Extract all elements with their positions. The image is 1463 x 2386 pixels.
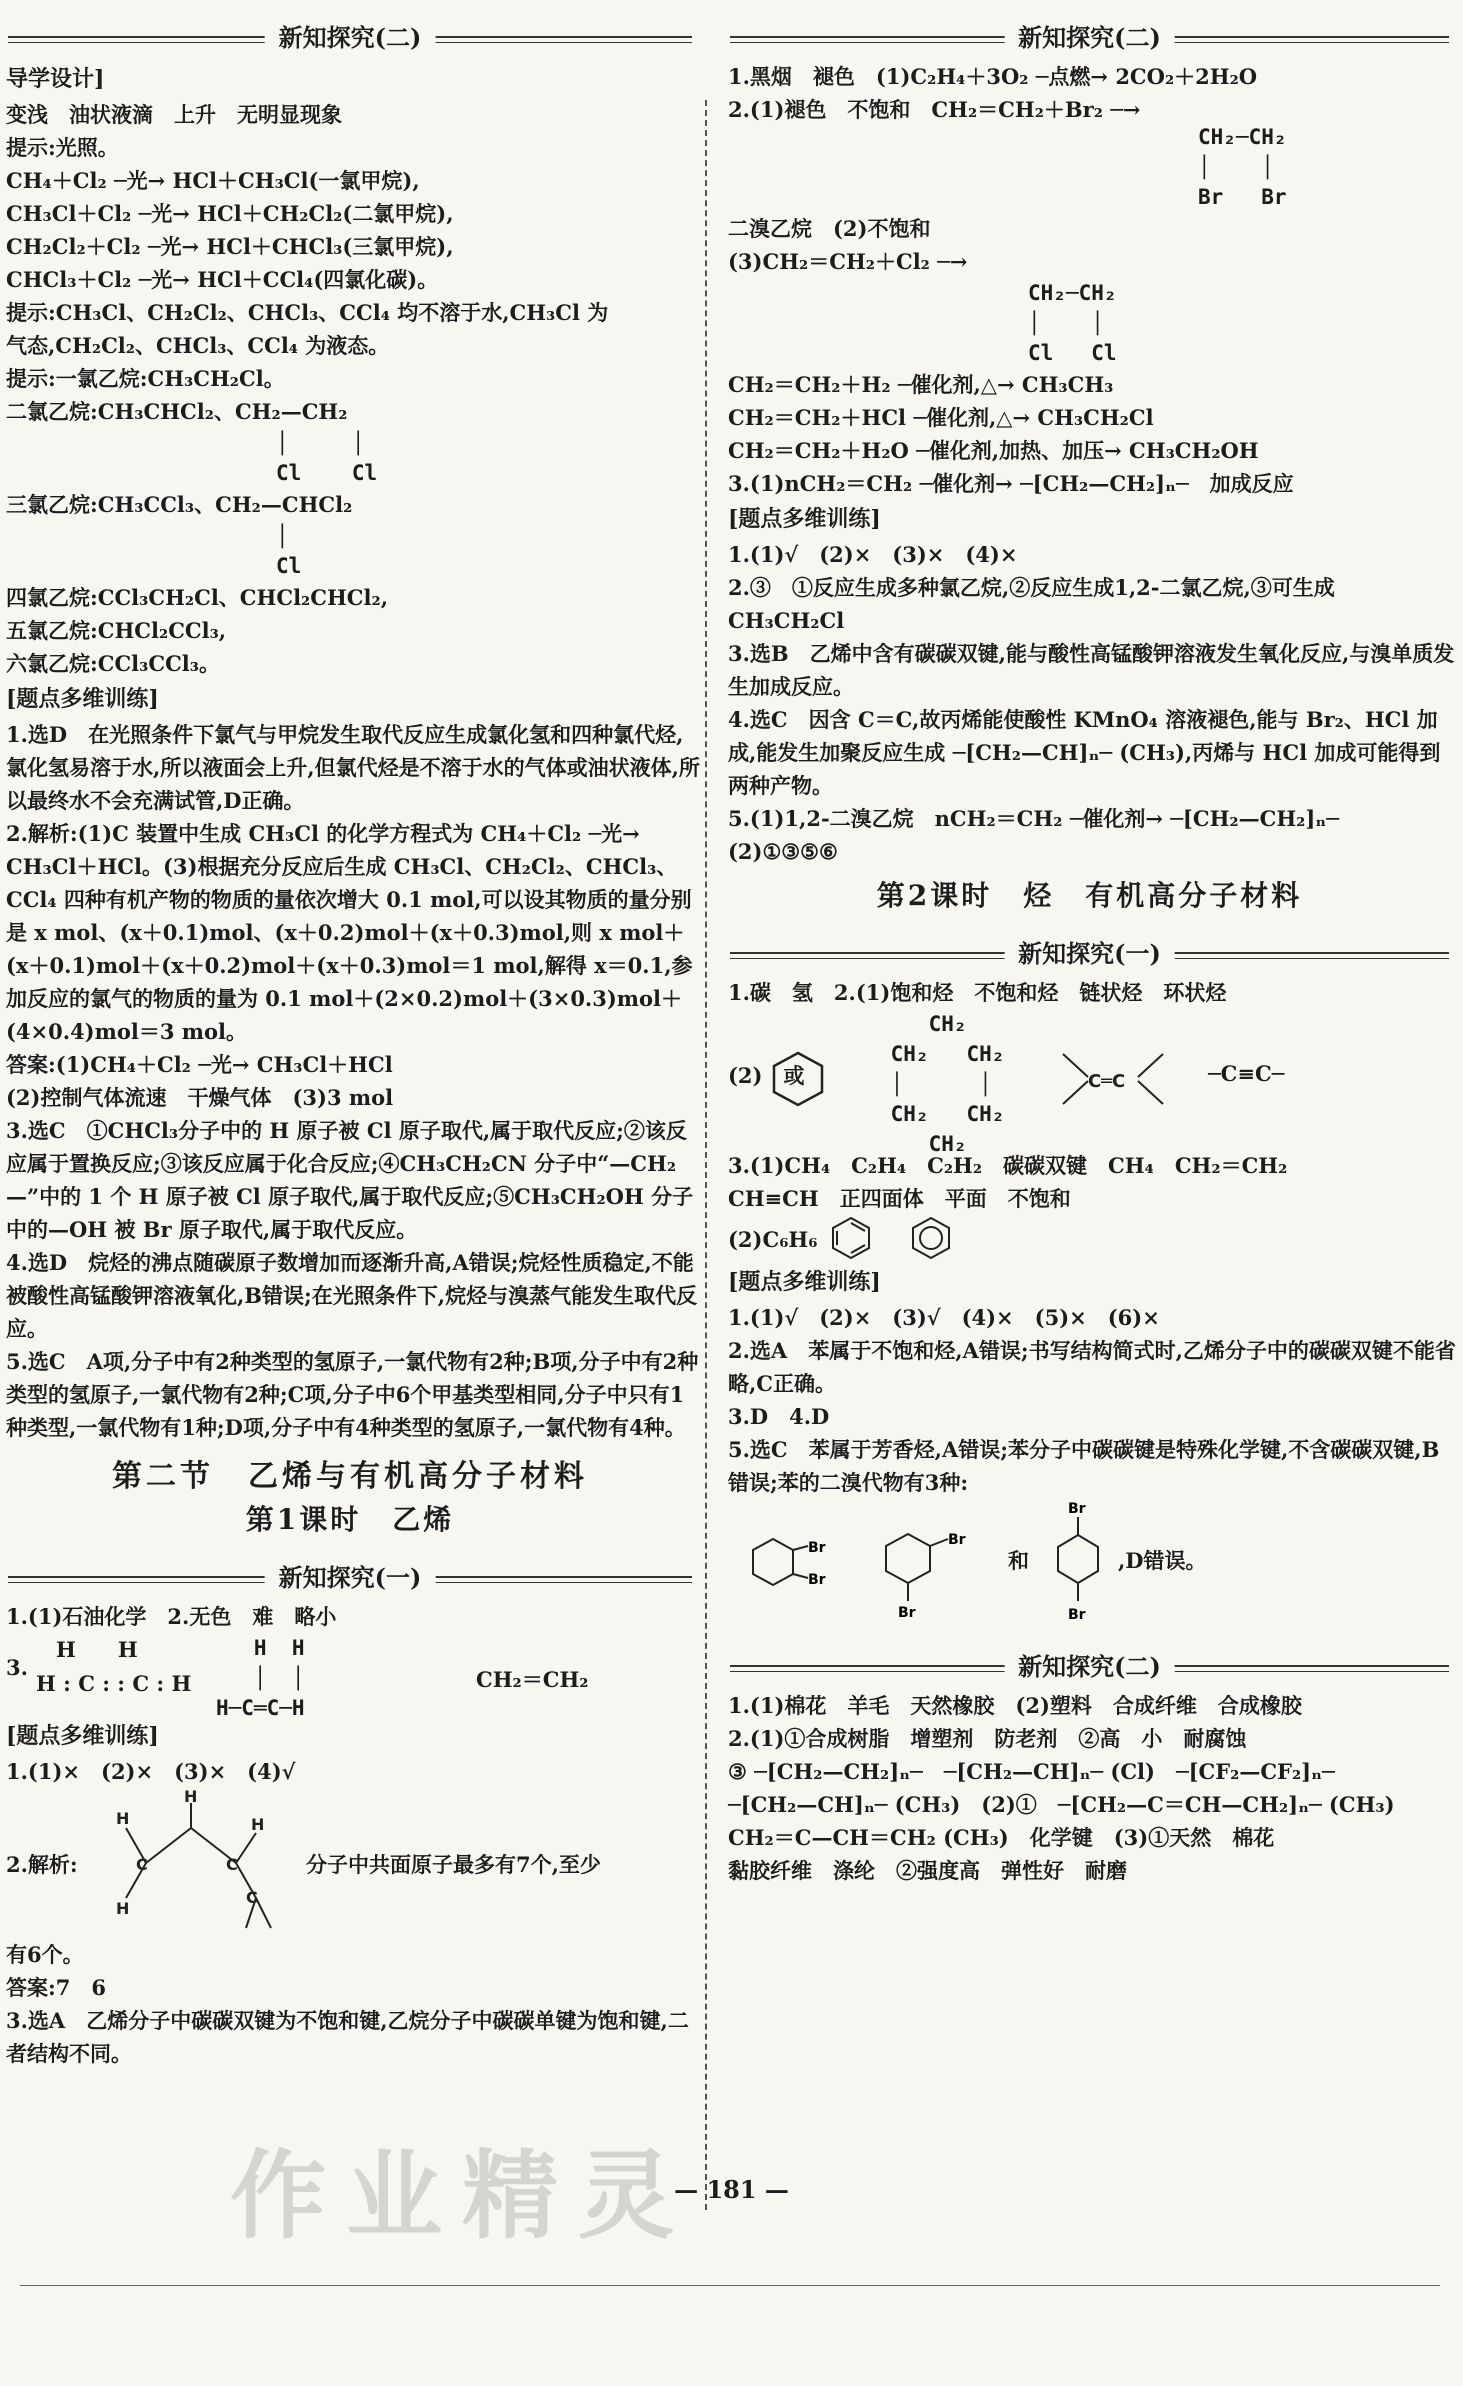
simplified-formula: CH₂＝CH₂ [476, 1667, 589, 1692]
text-para: 1.(1)棉花 羊毛 天然橡胶 (2)塑料 合成纤维 合成橡胶 [728, 1693, 1302, 1718]
question-label: 2.解析: [6, 1852, 78, 1877]
text-line: 1.(1)石油化学 2.无色 难 略小 [6, 1604, 337, 1629]
svg-text:H: H [116, 1809, 130, 1828]
answer-block [722, 60, 1457, 500]
section-header [722, 16, 1457, 56]
text-para: 3.选A 乙烯分子中碳碳双键为不饱和键,乙烷分子中碳碳单键为饱和键,二者结构不同。 [6, 2008, 689, 2066]
structural-formula: H H │ │ H─C═C─H [216, 1636, 305, 1720]
structure-substituents: │ Cl [276, 524, 302, 578]
structure-substituents: CH₂─CH₂ │ │ Cl Cl [1028, 281, 1117, 365]
text-line: 提示:CH₃Cl、CH₂Cl₂、CHCl₃、CCl₄ 均不溶于水,CH₃Cl 为 [6, 300, 609, 325]
text-line: CH≡CH 正四面体 平面 不饱和 [728, 1186, 1071, 1211]
section-label: [题点多维训练] [6, 1723, 159, 1749]
section-header-title: 新知探究(二) [1004, 18, 1175, 53]
text-para: 1.(1)√ (2)× (3)× (4)× [728, 542, 1018, 567]
answer-line: 答案:7 6 [6, 1975, 106, 2000]
text-line: CH₂＝CH₂＋H₂O ─催化剂,加热、加压→ CH₃CH₂OH [728, 438, 1259, 463]
footer-rule [20, 2285, 1440, 2286]
text-line: 三氯乙烷:CH₃CCl₃、CH₂—CHCl₂ [6, 492, 353, 517]
section-label: [题点多维训练] [728, 1269, 881, 1295]
text-line: ,D错误。 [1118, 1548, 1207, 1573]
cyclohexane-icon [768, 1049, 828, 1109]
text-line: 1.(1)× (2)× (3)× (4)√ [6, 1759, 296, 1784]
text-line: CH₂＝CH₂＋HCl ─催化剂,△→ CH₃CH₂Cl [728, 405, 1154, 430]
svg-text:H: H [251, 1815, 265, 1834]
text-line: 3.(1)nCH₂＝CH₂ ─催化剂→ ─[CH₂—CH₂]ₙ─ 加成反应 [728, 471, 1294, 496]
text-line: 二氯乙烷:CH₃CHCl₂、CH₂—CH₂ [6, 399, 348, 424]
text-para: 4.选D 烷烃的沸点随碳原子数增加而逐渐升高,A错误;烷烃性质稳定,不能被酸性高锰酸钾溶液氧化,B错误;在光照条件下,烷烃与溴蒸气能发生取代反应。 [6, 1250, 698, 1341]
chapter-title: 第二节 乙烯与有机高分子材料 [112, 1459, 588, 1494]
lewis-formula: H : C : : C : H [36, 1671, 192, 1696]
meta-dibromobenzene-icon [868, 1519, 988, 1619]
svg-text:Br: Br [948, 1532, 966, 1548]
ortho-dibromobenzene-icon [748, 1534, 838, 1594]
text-line: CH₂＝CH₂＋H₂ ─催化剂,△→ CH₃CH₃ [728, 372, 1114, 397]
lewis-h-top: H H [56, 1637, 138, 1662]
left-column [0, 0, 700, 2300]
structure-substituents: CH₂─CH₂ │ │ Br Br [1198, 125, 1287, 209]
hydrocarbon-structures [728, 1009, 1457, 1156]
text-line: CHCl₃＋Cl₂ ─光→ HCl＋CCl₄(四氯化碳)。 [6, 267, 439, 292]
text-para: (2)控制气体流速 干燥气体 (3)3 mol [6, 1085, 394, 1110]
text-line: 提示:光照。 [6, 135, 119, 160]
answer-block [0, 718, 700, 1444]
text-line: 二溴乙烷 (2)不饱和 [728, 216, 931, 241]
svg-text:H: H [116, 1899, 130, 1918]
propene-molecule-icon [106, 1788, 276, 1938]
text-line: 变浅 油状液滴 上升 无明显现象 [6, 102, 342, 127]
text-line: (2)C₆H₆ [728, 1227, 818, 1252]
text-line: 和 [1008, 1548, 1029, 1573]
text-line: 气态,CH₂Cl₂、CHCl₃、CCl₄ 为液态。 [6, 333, 390, 358]
column-divider [705, 100, 707, 2210]
text-line: 六氯乙烷:CCl₃CCl₃。 [6, 651, 220, 676]
section-header [722, 932, 1457, 972]
benzene-circle-icon [908, 1215, 954, 1261]
text-para: ─[CH₂—CH]ₙ─ (CH₃) (2)① ─[CH₂—C＝CH—CH₂]ₙ─ (CH₃) [728, 1792, 1395, 1817]
text-para: 3.D 4.D [728, 1404, 830, 1429]
lesson-title: 第2课时 烃 有机高分子材料 [876, 879, 1303, 912]
svg-text:Br: Br [1068, 1607, 1086, 1623]
svg-text:Br: Br [808, 1540, 826, 1556]
right-column [722, 0, 1457, 2300]
benzene-row [728, 1215, 1457, 1263]
text-para: 黏胶纤维 涤纶 ②强度高 弹性好 耐磨 [728, 1858, 1127, 1883]
section-label: 导学设计] [6, 66, 105, 92]
text-para: ③ ─[CH₂—CH₂]ₙ─ ─[CH₂—CH]ₙ─ (Cl) ─[CF₂—CF₂]ₙ─ [728, 1759, 1335, 1784]
text-para: 5.(1)1,2-二溴乙烷 nCH₂＝CH₂ ─催化剂→ ─[CH₂—CH₂]ₙ─ [728, 806, 1339, 831]
section-header [0, 16, 700, 56]
section-header-title: 新知探究(二) [265, 18, 436, 53]
alkene-bond-icon [1058, 1049, 1168, 1109]
text-para: (2)①③⑤⑥ [728, 839, 838, 864]
ethene-structures [6, 1633, 700, 1720]
text-para: 2.③ ①反应生成多种氯乙烷,②反应生成1,2-二氯乙烷,③可生成 CH₃CH₂Cl [728, 575, 1335, 633]
svg-text:C: C [226, 1855, 238, 1874]
svg-text:C: C [136, 1855, 148, 1874]
svg-text:Br: Br [1068, 1501, 1086, 1517]
svg-text:C: C [246, 1888, 258, 1907]
answer-block [722, 538, 1457, 868]
text-para: 3.选C ①CHCl₃分子中的 H 原子被 Cl 原子取代,属于取代反应;②该反应属于置换反应;③该反应属于化合反应;④CH₃CH₂CN 分子中“—CH₂—”中的 1 个 H 原子被 Cl 原子取代,属于取代反应;⑤CH₃CH₂OH 分子中的—OH 被 Br 原子取代,属于取代反应。 [6, 1118, 694, 1242]
page-number: — 181 — [674, 2175, 789, 2204]
text-line: 1.碳 氢 2.(1)饱和烃 不饱和烃 链状烃 环状烃 [728, 980, 1227, 1005]
text-line: 五氯乙烷:CHCl₂CCl₃, [6, 618, 227, 643]
answer-block [722, 1301, 1457, 1629]
section-header-title: 新知探究(一) [1004, 934, 1175, 969]
text-line: 提示:一氯乙烷:CH₃CH₂Cl。 [6, 366, 285, 391]
text-line: CH₄＋Cl₂ ─光→ HCl＋CH₃Cl(一氯甲烷), [6, 168, 420, 193]
text-line: CH₃Cl＋Cl₂ ─光→ HCl＋CH₂Cl₂(二氯甲烷), [6, 201, 454, 226]
text-para: 2.选A 苯属于不饱和烃,A错误;书写结构简式时,乙烯分子中的碳碳双键不能省略,C正确。 [728, 1338, 1456, 1396]
text-line: 1.黑烟 褪色 (1)C₂H₄＋3O₂ ─点燃→ 2CO₂＋2H₂O [728, 64, 1258, 89]
text-para: 4.选C 因含 C＝C,故丙烯能使酸性 KMnO₄ 溶液褪色,能与 Br₂、HCl 加成,能发生加聚反应生成 ─[CH₂—CH]ₙ─ (CH₃),丙烯与 HCl 加成可能得到两种产物。 [728, 707, 1441, 798]
section-header [722, 1645, 1457, 1685]
text-para: 3.选B 乙烯中含有碳碳双键,能与酸性高锰酸钾溶液发生氧化反应,与溴单质发生加成反应。 [728, 641, 1455, 699]
answer-block [722, 1689, 1457, 1887]
text-line: (3)CH₂＝CH₂＋Cl₂ ─→ [728, 249, 968, 274]
benzene-kekule-icon [828, 1215, 874, 1261]
watermark: 作业精灵 [230, 2139, 694, 2252]
text-line: 四氯乙烷:CCl₃CH₂Cl、CHCl₂CHCl₂, [6, 585, 388, 610]
lesson-title: 第1课时 乙烯 [245, 1503, 455, 1536]
section-header-title: 新知探究(二) [1004, 1647, 1175, 1682]
text-para: 2.(1)①合成树脂 增塑剂 防老剂 ②高 小 耐腐蚀 [728, 1726, 1247, 1751]
section-label: [题点多维训练] [728, 506, 881, 532]
text-para: CH₂＝C—CH＝CH₂ (CH₃) 化学键 (3)①天然 棉花 [728, 1825, 1275, 1850]
text-line: 3.(1)CH₄ C₂H₄ C₂H₂ 碳碳双键 CH₄ CH₂＝CH₂ [728, 1153, 1288, 1178]
question-number: 3. [6, 1655, 28, 1680]
alkyne-bond: ─C≡C─ [1208, 1061, 1285, 1086]
section-label: [题点多维训练] [6, 686, 159, 712]
section-header [0, 1556, 700, 1596]
cyclohexane-formula: CH₂ CH₂ CH₂ │ │ CH₂ CH₂ CH₂ [890, 1012, 1005, 1156]
text-line: 分子中共面原子最多有7个,至少 [306, 1852, 601, 1877]
text-line: (2) 或 [728, 1063, 805, 1088]
para-dibromobenzene-icon [1048, 1499, 1108, 1629]
text-para: 答案:(1)CH₄＋Cl₂ ─光→ CH₃Cl＋HCl [6, 1052, 393, 1077]
text-para: 2.解析:(1)C 装置中生成 CH₃Cl 的化学方程式为 CH₄＋Cl₂ ─光→ CH₃Cl＋HCl。(3)根据充分反应后生成 CH₃Cl、CH₂Cl₂、CHCl₃、CCl₄ 四种有机产物的物质的量依次增大 0.1 mol,可以设其物质的量分别是 x mol、(x＋0.1)mol、(x＋0.2)mol＋(x＋0.3)mol,则 x mol＋(x＋0.1)mol＋(x＋0.2)mol＋(x＋0.3)mol＝1 mol,解得 x＝0.1,参加反应的氯气的物质的量为 0.1 mol＋(2×0.2)mol＋(3×0.3)mol＋(4×0.4)mol＝3 mol。 [6, 821, 693, 1044]
propene-structure [6, 1788, 700, 1938]
svg-text:Br: Br [898, 1605, 916, 1619]
text-line: 2.(1)褪色 不饱和 CH₂＝CH₂＋Br₂ ─→ [728, 97, 1141, 122]
answer-block [0, 98, 700, 680]
text-line: 有6个。 [6, 1942, 84, 1967]
text-para: 1.选D 在光照条件下氯气与甲烷发生取代反应生成氯化氢和四种氯代烃,氯化氢易溶于水,所以液面会上升,但氯代烃是不溶于水的气体或油状液体,所以最终水不会充满试管,D正确。 [6, 722, 700, 813]
answer-block [722, 976, 1457, 1263]
structure-substituents: │ │ Cl Cl [276, 431, 378, 485]
text-para: 5.选C A项,分子中有2种类型的氢原子,一氯代物有2种;B项,分子中有2种类型的氢原子,一氯代物有2种;C项,分子中6个甲基类型相同,分子中只有1种类型,一氯代物有1种;D项,分子中有4种类型的氢原子,一氯代物有4种。 [6, 1349, 699, 1440]
text-line: CH₂Cl₂＋Cl₂ ─光→ HCl＋CHCl₃(三氯甲烷), [6, 234, 454, 259]
svg-text:H: H [184, 1788, 198, 1806]
svg-text:Br: Br [808, 1572, 826, 1588]
text-para: 1.(1)√ (2)× (3)√ (4)× (5)× (6)× [728, 1305, 1160, 1330]
svg-text:C═C: C═C [1088, 1071, 1126, 1092]
section-header-title: 新知探究(一) [265, 1558, 436, 1593]
answer-block [0, 1600, 700, 2070]
dibromobenzene-structures [728, 1499, 1457, 1629]
text-para: 5.选C 苯属于芳香烃,A错误;苯分子中碳碳键是特殊化学键,不含碳碳双键,B错误;苯的二溴代物有3种: [728, 1437, 1440, 1495]
